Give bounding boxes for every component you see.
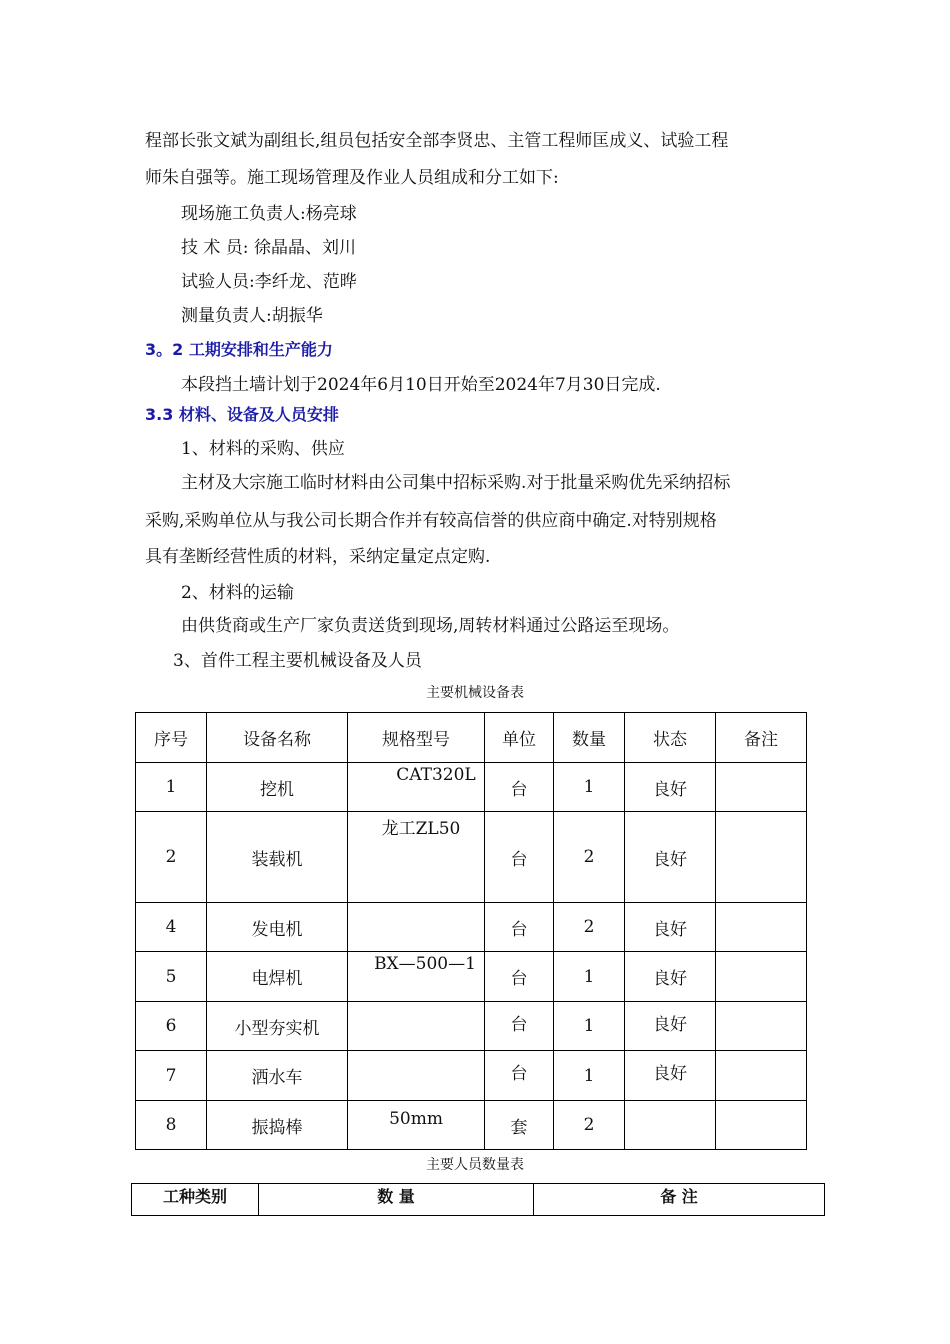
paragraph-line: 具有垄断经营性质的材料，采纳定量定点定购.	[145, 547, 491, 567]
equipment-unit: 套	[485, 1101, 554, 1150]
spec-text: 龙工ZL50	[381, 819, 461, 839]
equipment-status: 良好	[625, 812, 716, 903]
row-number: 2	[136, 812, 207, 903]
list-item: 2、材料的运输	[181, 583, 294, 603]
paragraph-line: 主材及大宗施工临时材料由公司集中招标采购.对于批量采购优先采纳招标	[181, 473, 731, 493]
equipment-spec	[348, 952, 485, 1002]
header-cell: 工种类别	[132, 1184, 259, 1216]
equipment-unit: 台	[485, 952, 554, 1002]
row-number: 6	[136, 1002, 207, 1051]
row-number: 7	[136, 1051, 207, 1101]
table-row	[136, 952, 807, 1002]
equipment-name: 洒水车	[207, 1051, 348, 1101]
schedule-line: 本段挡土墙计划于2024年6月10日开始至2024年7月30日完成.	[181, 375, 661, 395]
row-number: 1	[136, 763, 207, 812]
header-cell: 数量	[554, 713, 625, 763]
spec-text: CAT320L	[396, 765, 476, 785]
header-cell: 规格型号	[348, 713, 485, 763]
header-cell: 设备名称	[207, 713, 348, 763]
equipment-qty: 1	[554, 763, 625, 812]
paragraph-line: 程部长张文斌为副组长,组员包括安全部李贤忠、主管工程师匡成义、试验工程	[145, 131, 729, 151]
equipment-note	[716, 952, 807, 1002]
row-number: 4	[136, 903, 207, 952]
equipment-name: 装载机	[207, 812, 348, 903]
equipment-spec	[348, 1101, 485, 1150]
table-header-row	[132, 1184, 825, 1216]
equipment-status: 良好	[625, 763, 716, 812]
section-heading: 3.3 材料、设备及人员安排	[145, 405, 339, 424]
equipment-note	[716, 1101, 807, 1150]
equipment-name: 挖机	[207, 763, 348, 812]
table-caption: 主要人员数量表	[426, 1157, 524, 1173]
equipment-spec	[348, 903, 485, 952]
equipment-qty: 1	[554, 952, 625, 1002]
equipment-qty: 2	[554, 903, 625, 952]
table-row	[136, 903, 807, 952]
header-cell: 备 注	[534, 1184, 825, 1216]
equipment-note	[716, 1051, 807, 1101]
equipment-spec	[348, 763, 485, 812]
staff-line: 试验人员:李纤龙、范晔	[181, 272, 357, 292]
list-item: 1、材料的采购、供应	[181, 439, 345, 459]
equipment-status	[625, 1002, 716, 1051]
paragraph-line: 采购,采购单位从与我公司长期合作并有较高信誉的供应商中确定.对特别规格	[145, 511, 717, 531]
equipment-unit	[485, 1051, 554, 1101]
header-cell: 序号	[136, 713, 207, 763]
table-row	[136, 1101, 807, 1150]
spec-text: BX—500—1	[374, 954, 476, 974]
staff-table	[131, 1183, 825, 1216]
equipment-note	[716, 812, 807, 903]
table-row	[136, 763, 807, 812]
table-row	[136, 812, 807, 903]
equipment-qty: 2	[554, 1101, 625, 1150]
equipment-name: 振捣棒	[207, 1101, 348, 1150]
equipment-status	[625, 1101, 716, 1150]
paragraph-line: 由供货商或生产厂家负责送货到现场,周转材料通过公路运至现场。	[181, 616, 680, 636]
table-row	[136, 1002, 807, 1051]
equipment-unit	[485, 1002, 554, 1051]
header-cell: 状态	[625, 713, 716, 763]
equipment-unit: 台	[485, 903, 554, 952]
equipment-name: 小型夯实机	[207, 1002, 348, 1051]
equipment-qty: 2	[554, 812, 625, 903]
section-heading: 3。2 工期安排和生产能力	[145, 340, 333, 359]
equipment-qty: 1	[554, 1051, 625, 1101]
equipment-name: 电焊机	[207, 952, 348, 1002]
row-number: 5	[136, 952, 207, 1002]
paragraph-line: 师朱自强等。施工现场管理及作业人员组成和分工如下:	[145, 168, 559, 188]
equipment-note	[716, 903, 807, 952]
equipment-status: 良好	[625, 903, 716, 952]
header-cell: 备注	[716, 713, 807, 763]
equipment-note	[716, 1002, 807, 1051]
equipment-qty: 1	[554, 1002, 625, 1051]
spec-text: 50mm	[389, 1109, 443, 1129]
equipment-name: 发电机	[207, 903, 348, 952]
equipment-spec	[348, 1051, 485, 1101]
equipment-unit: 台	[485, 763, 554, 812]
equipment-status	[625, 1051, 716, 1101]
staff-line: 现场施工负责人:杨亮球	[181, 204, 357, 224]
header-cell: 数 量	[259, 1184, 534, 1216]
status-text: 良好	[653, 1064, 687, 1084]
equipment-note	[716, 763, 807, 812]
row-number: 8	[136, 1101, 207, 1150]
list-item: 3、首件工程主要机械设备及人员	[173, 651, 422, 671]
equipment-table	[135, 712, 807, 1150]
header-cell: 单位	[485, 713, 554, 763]
equipment-unit: 台	[485, 812, 554, 903]
table-header-row	[136, 713, 807, 763]
unit-text: 台	[510, 1064, 528, 1084]
table-row	[136, 1051, 807, 1101]
table-caption: 主要机械设备表	[426, 685, 524, 701]
staff-line: 测量负责人:胡振华	[181, 306, 323, 326]
equipment-status: 良好	[625, 952, 716, 1002]
unit-text: 台	[510, 1015, 528, 1035]
equipment-spec	[348, 1002, 485, 1051]
status-text: 良好	[653, 1015, 687, 1035]
staff-line: 技 术 员: 徐晶晶、刘川	[181, 238, 356, 258]
equipment-spec	[348, 812, 485, 903]
